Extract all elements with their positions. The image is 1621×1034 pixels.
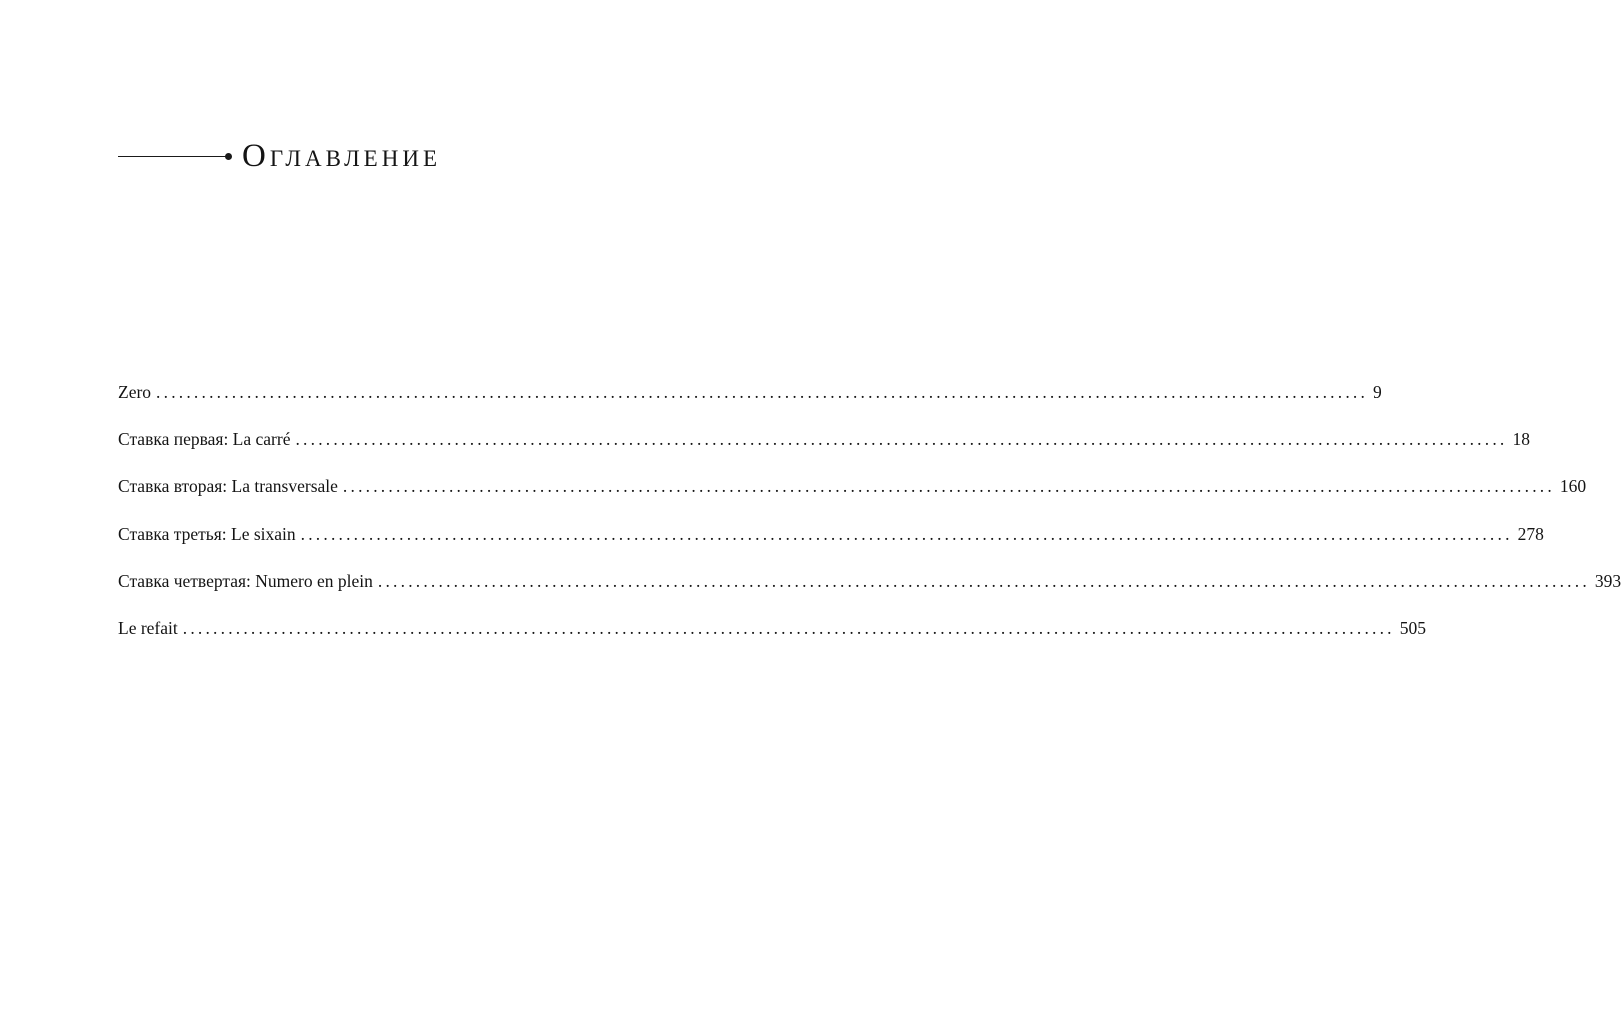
heading-rule-dot: [225, 153, 232, 160]
toc-dot-leader: ................................................................................................................................................................: [295, 429, 1508, 450]
toc-entry-title: Le refait: [118, 617, 178, 638]
toc-entry-fourth-bet[interactable]: [118, 567, 1621, 614]
toc-entry-title: Ставка вторая: La transversale: [118, 476, 338, 497]
page-title: Оглавление: [242, 137, 441, 174]
toc-page-number: 160: [1559, 476, 1587, 497]
toc-entry-le-refait[interactable]: [118, 614, 1426, 661]
toc-entry-title: Zero: [118, 382, 152, 402]
toc-entry-title: Ставка третья: Le sixain: [118, 523, 296, 544]
toc-page-number: 393: [1594, 570, 1621, 591]
toc-entry-title: Ставка первая: La carré: [118, 429, 291, 450]
contents-heading: [118, 128, 441, 184]
table-of-contents: [118, 378, 1621, 661]
toc-dot-leader: ................................................................................................................................................................: [300, 523, 1513, 544]
toc-entry-third-bet[interactable]: [118, 520, 1544, 567]
toc-dot-leader: ................................................................................................................................................................: [156, 382, 1369, 402]
toc-dot-leader: ................................................................................................................................................................: [342, 476, 1555, 497]
toc-page-number: 505: [1399, 617, 1426, 638]
toc-page-number: 18: [1512, 429, 1530, 450]
toc-page-number: 278: [1517, 523, 1544, 544]
toc-entry-first-bet[interactable]: [118, 425, 1530, 472]
heading-rule-ornament: [118, 156, 228, 157]
toc-entry-zero[interactable]: [118, 378, 1382, 425]
toc-dot-leader: ................................................................................................................................................................: [182, 617, 1395, 638]
toc-page-number: 9: [1373, 382, 1382, 402]
toc-entry-title: Ставка четвертая: Numero en plein: [118, 570, 373, 591]
toc-entry-second-bet[interactable]: [118, 472, 1587, 519]
toc-dot-leader: ................................................................................................................................................................: [377, 570, 1590, 591]
